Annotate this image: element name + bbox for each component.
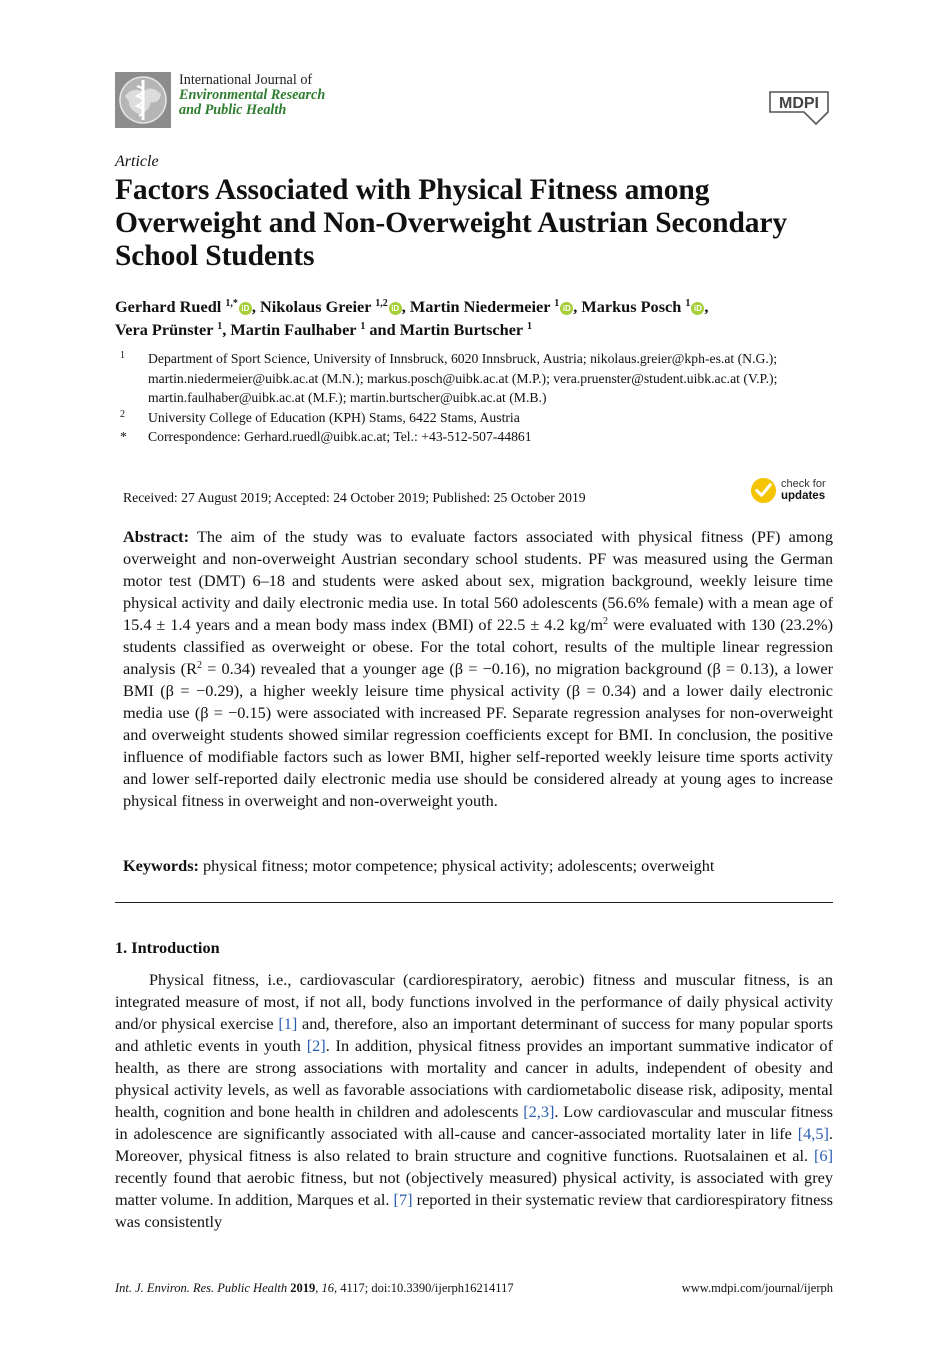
author-name: Martin Faulhaber: [230, 320, 357, 339]
check-updates-line1: check for: [781, 478, 826, 490]
abstract-superscript: 2: [603, 616, 608, 627]
author-separator: ,: [573, 297, 582, 316]
intro-text: recently found that aerobic fitness, but not (objectively measured) physical activity, is associated with grey matter volume. In addition, Marques et al.: [115, 1168, 833, 1209]
mdpi-logo-icon: [764, 86, 834, 126]
author-affiliation-mark: 1: [554, 298, 560, 309]
affiliations: [120, 349, 840, 447]
correspondence-mark: *: [120, 429, 127, 444]
article-title: Factors Associated with Physical Fitness among Overweight and Non-Overweight Austrian Secondary School Students: [115, 174, 788, 272]
author-name: Nikolaus Greier: [260, 297, 372, 316]
author-name: Martin Burtscher: [399, 320, 523, 339]
author-affiliation-mark: 1: [217, 321, 223, 332]
reference-link[interactable]: [4,5]: [797, 1124, 829, 1143]
author-affiliation-mark: 1: [685, 298, 691, 309]
check-updates-icon: [750, 477, 777, 504]
author-name: Gerhard Ruedl: [115, 297, 222, 316]
keywords-label: Keywords:: [123, 856, 199, 875]
author-affiliation-mark: 1: [360, 321, 366, 332]
abstract-superscript: 2: [196, 660, 202, 671]
author-list: [115, 295, 855, 341]
author-name: Markus Posch: [581, 297, 682, 316]
journal-name: [179, 73, 325, 118]
footer-citation: Int. J. Environ. Res. Public Health 2019, 16, 4117; doi:10.3390/ijerph16214117: [115, 1281, 514, 1295]
publisher-name: MDPI: [779, 95, 819, 112]
correspondence: [120, 427, 840, 447]
reference-link[interactable]: [1]: [278, 1014, 298, 1033]
author-separator: ,: [704, 297, 709, 316]
section-divider: [115, 902, 833, 903]
affiliation-text: Department of Sport Science, University of Innsbruck, 6020 Innsbruck, Austria; nikolaus.greier@kph-es.at (N.G.); martin.niedermeier@uibk.ac.at (M.N.); markus.posch@uibk.ac.at (M.P.); vera.pruenster@student.uibk.ac.at (V.P.); martin.faulhaber@uibk.ac.at (M.F.); martin.burtscher@uibk.ac.at (M.B.): [148, 351, 778, 405]
abstract-label: Abstract:: [123, 527, 190, 546]
orcid-icon[interactable]: iD: [239, 302, 252, 315]
intro-text: . Moreover, physical fitness is also related to brain structure and cognitive functions. Ruotsalainen et al.: [115, 1124, 833, 1165]
abstract-text-3: = 0.34) revealed that a younger age (β = −0.16), no migration background (β = 0.13), a lower BMI (β = −0.29), a higher weekly leisure time physical activity (β = 0.34) and a lower daily electronic media use (β = −0.15) were associated with increased PF. Separate regression analyses for non-overweight and overweight students showed similar regression coefficients except for BMI. In conclusion, the positive influence of modifiable factors such as lower BMI, higher self-reported weekly leisure time sports activity and lower self-reported daily electronic media use should be considered already at young ages to increase physical fitness in overweight and non-overweight youth.: [123, 659, 833, 810]
author-separator: ,: [222, 320, 231, 339]
orcid-icon[interactable]: iD: [691, 302, 704, 315]
affiliation-text: University College of Education (KPH) Stams, 6422 Stams, Austria: [148, 409, 520, 425]
intro-text: reported in their systematic review that cardiorespiratory fitness was consistently: [115, 1190, 834, 1231]
author-name: Martin Niedermeier: [409, 297, 551, 316]
footer-volume: 16: [321, 1281, 334, 1295]
correspondence-text: Correspondence: Gerhard.ruedl@uibk.ac.at; Tel.: +43-512-507-44861: [148, 429, 532, 444]
author-separator: ,: [251, 297, 261, 316]
check-updates-label: [781, 478, 826, 502]
affiliation-2: [120, 408, 840, 428]
intro-text: . Low cardiovascular and muscular fitness in adolescence are significantly associated with all-cause and cancer-associated mortality later in life: [115, 1102, 833, 1143]
check-updates-line2: updates: [781, 490, 826, 502]
footer-doi: , 4117; doi:10.3390/ijerph16214117: [333, 1281, 514, 1295]
orcid-icon[interactable]: iD: [389, 302, 402, 315]
journal-logo-icon: [115, 72, 171, 128]
check-for-updates-button[interactable]: [750, 476, 836, 506]
abstract-text-1: The aim of the study was to evaluate factors associated with physical fitness (PF) among overweight and non-overweight Austrian secondary school students. PF was measured using the German motor test (DMT) 6–18 and students were asked about sex, migration background, weekly leisure time physical activity and daily electronic media use. In total 560 adolescents (56.6% female) with a mean age of 15.4 ± 1.4 years and a mean body mass index (BMI) of 22.5 ± 4.2 kg/m: [123, 527, 833, 634]
article-type: Article: [115, 153, 159, 170]
abstract: [123, 526, 833, 812]
author-affiliation-mark: 1,*: [225, 298, 238, 309]
reference-link[interactable]: [2]: [306, 1036, 326, 1055]
publication-dates: Received: 27 August 2019; Accepted: 24 October 2019; Published: 25 October 2019: [123, 490, 586, 505]
intro-text: and, therefore, also an important determinant of success for many popular sports and athletic events in youth: [115, 1014, 834, 1055]
intro-paragraph: [115, 969, 833, 1233]
intro-text: Physical fitness, i.e., cardiovascular (cardiorespiratory, aerobic) fitness and muscular fitness, is an integrated measure of most, if not all, body functions involved in the performance of daily physical activity and/or physical exercise: [115, 970, 833, 1033]
author-name: Vera Prünster: [115, 320, 214, 339]
author-separator: and: [365, 320, 400, 339]
journal-name-line1: International Journal of: [179, 72, 313, 88]
journal-name-line2: Environmental Research: [179, 87, 326, 103]
orcid-icon[interactable]: iD: [560, 302, 573, 315]
abstract-text-2: were evaluated with 130 (23.2%) students classified as overweight or obese. For the total cohort, results of the multiple linear regression analysis (R: [123, 615, 833, 678]
section-heading: 1. Introduction: [115, 938, 220, 957]
affiliation-mark: 1: [120, 350, 125, 361]
reference-link[interactable]: [6]: [814, 1146, 833, 1165]
affiliation-mark: 2: [120, 408, 125, 420]
author-affiliation-mark: 1,2: [375, 298, 388, 309]
affiliation-1: [120, 349, 840, 408]
author-separator: ,: [401, 297, 410, 316]
keywords: [123, 855, 833, 877]
intro-text: . In addition, physical fitness provides an important summative indicator of health, as there are strong associations with mortality and cancer in adults, independent of obesity and physical activity levels, as well as favorable associations with cardiometabolic disease risk, adiposity, mental health, cognition and bone health in children and adolescents: [115, 1036, 833, 1121]
footer-url[interactable]: www.mdpi.com/journal/ijerph: [681, 1281, 833, 1295]
keywords-text: physical fitness; motor competence; physical activity; adolescents; overweight: [198, 856, 715, 875]
reference-link[interactable]: [7]: [393, 1190, 413, 1209]
footer-year: 2019: [290, 1281, 316, 1295]
journal-name-line3: and Public Health: [179, 102, 287, 118]
author-affiliation-mark: 1: [526, 321, 532, 332]
footer-journal: Int. J. Environ. Res. Public Health: [115, 1281, 288, 1295]
reference-link[interactable]: [2,3]: [523, 1102, 555, 1121]
